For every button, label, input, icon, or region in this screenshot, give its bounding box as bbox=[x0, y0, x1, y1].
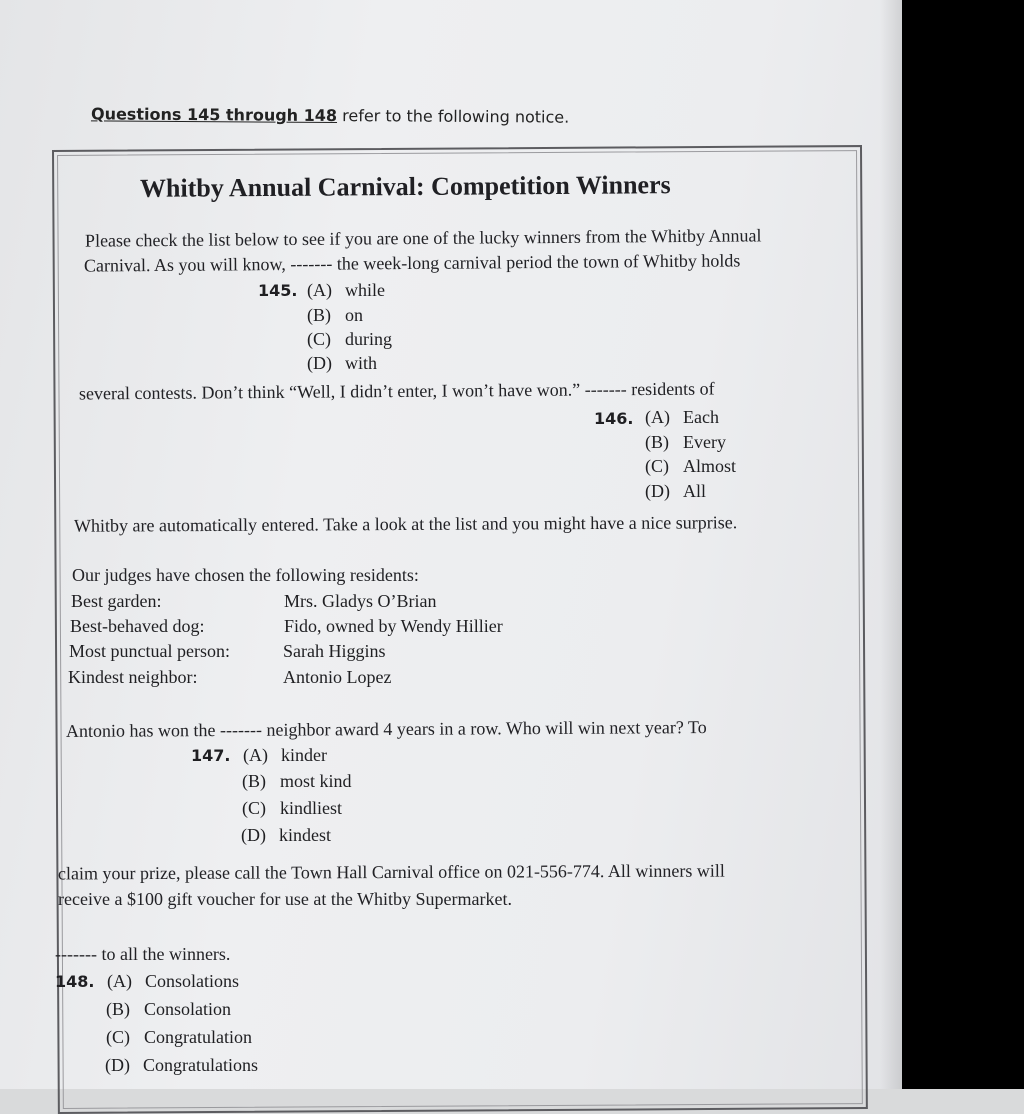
winner-category-2: Best-behaved dog: bbox=[70, 616, 205, 636]
q146-option-b: (B) Every bbox=[645, 432, 726, 452]
page-edge-shadow bbox=[880, 0, 902, 1089]
q145-option-a: (A) while bbox=[307, 280, 385, 300]
q148-option-a: (A) Consolations bbox=[107, 971, 240, 991]
q145-number: 145. bbox=[258, 281, 298, 300]
para6-line: ------- to all the winners. bbox=[55, 944, 231, 964]
q145-option-d: (D) with bbox=[307, 353, 378, 373]
q146-number: 146. bbox=[594, 409, 634, 428]
para5-line1: claim your prize, please call the Town Hall Carnival office on 021-556-774. All winners will bbox=[57, 860, 725, 884]
winner-category-3: Most punctual person: bbox=[69, 641, 230, 661]
q145-option-c: (C) during bbox=[307, 329, 392, 349]
q148-option-b: (B) Consolation bbox=[106, 999, 232, 1019]
notice-title: Whitby Annual Carnival: Competition Winners bbox=[139, 170, 671, 203]
q147-option-b: (B) most kind bbox=[242, 771, 352, 791]
q148-option-d: (D) Congratulations bbox=[105, 1055, 258, 1075]
q148-number: 148. bbox=[55, 972, 95, 991]
judges-intro: Our judges have chosen the following residents: bbox=[72, 565, 419, 585]
q147-option-d: (D) kindest bbox=[241, 825, 331, 845]
para1-line1: Please check the list below to see if you are one of the lucky winners from the Whitby Annual bbox=[84, 225, 762, 251]
q147-option-c: (C) kindliest bbox=[242, 798, 342, 818]
para3-line: Whitby are automatically entered. Take a look at the list and you might have a nice surprise. bbox=[73, 512, 738, 536]
background-edge bbox=[902, 0, 1024, 1089]
winner-category-4: Kindest neighbor: bbox=[68, 667, 198, 687]
questions-range: Questions 145 through 148 bbox=[90, 104, 338, 126]
winner-name-3: Sarah Higgins bbox=[283, 641, 386, 661]
para2-line: several contests. Don’t think “Well, I didn’t enter, I won’t have won.” ------- residents of bbox=[78, 378, 715, 404]
questions-intro bbox=[91, 104, 569, 126]
winner-category-1: Best garden: bbox=[71, 591, 162, 611]
para5-line2: receive a $100 gift voucher for use at the Whitby Supermarket. bbox=[58, 889, 513, 909]
q145-option-b: (B) on bbox=[307, 305, 363, 325]
q148-option-c: (C) Congratulation bbox=[106, 1027, 252, 1047]
q147-option-a: (A) kinder bbox=[243, 745, 327, 765]
q146-option-d: (D) All bbox=[645, 481, 707, 501]
q147-number: 147. bbox=[191, 746, 231, 765]
winner-name-2: Fido, owned by Wendy Hillier bbox=[284, 616, 503, 636]
questions-intro-suffix: refer to the following notice. bbox=[337, 106, 570, 127]
winner-name-4: Antonio Lopez bbox=[283, 667, 392, 687]
winner-name-1: Mrs. Gladys O’Brian bbox=[284, 591, 437, 611]
q146-option-a: (A) Each bbox=[645, 407, 719, 427]
para4-line: Antonio has won the ------- neighbor award 4 years in a row. Who will win next year? To bbox=[65, 717, 707, 741]
q146-option-c: (C) Almost bbox=[645, 456, 737, 476]
para1-line2: Carnival. As you will know, ------- the week-long carnival period the town of Whitby holds bbox=[83, 250, 741, 276]
